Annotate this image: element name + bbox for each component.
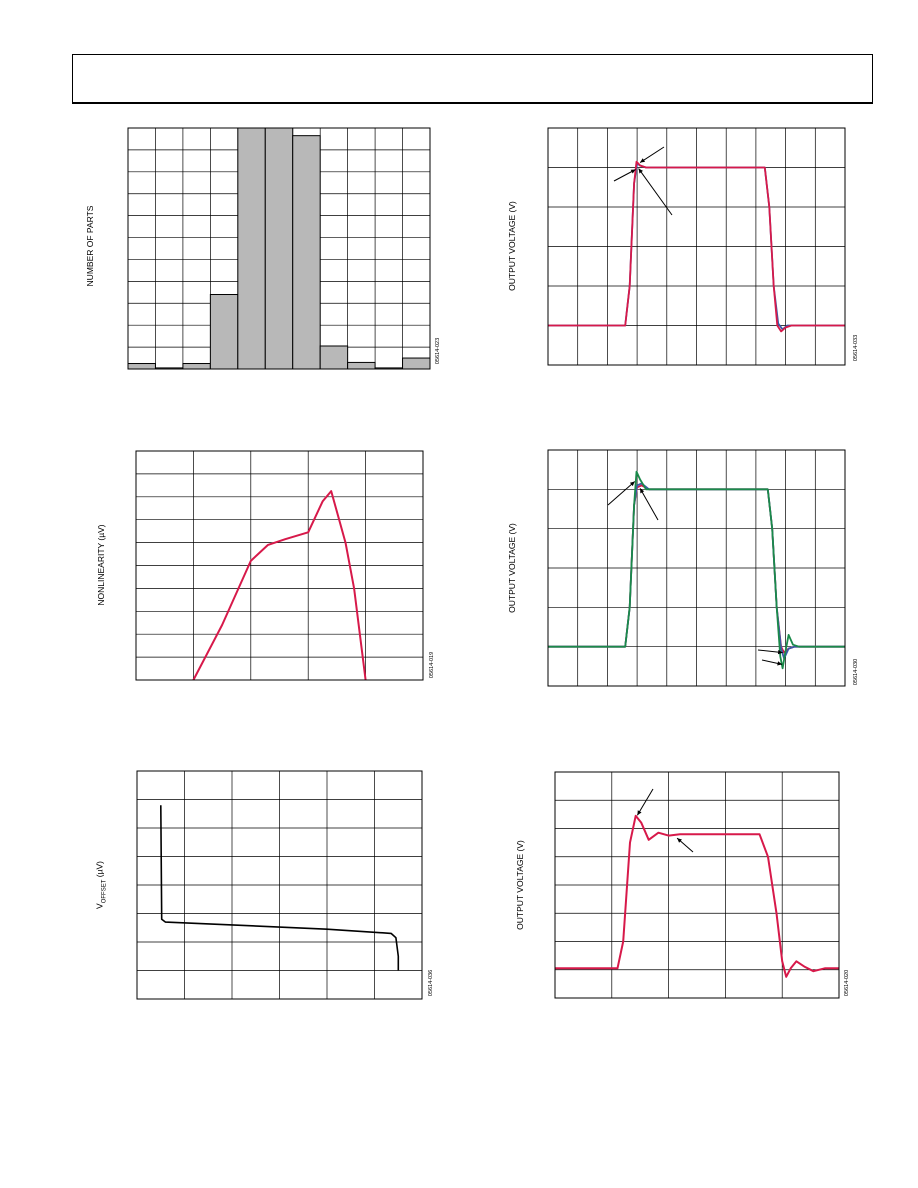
step-blue-a3-arrow-head <box>639 169 643 174</box>
step-green-a2-arrow-line <box>640 488 658 520</box>
step-green-a1-arrow-line <box>608 481 635 505</box>
histogram-bar <box>210 295 237 369</box>
step-blue-a2-arrow-head <box>640 158 645 162</box>
nonlinearity-chart <box>136 451 423 680</box>
histogram-bar <box>320 346 347 369</box>
nonlinearity-ylabel: NONLINEARITY (µV) <box>96 524 106 606</box>
step-red-figure-code: 05614-020 <box>844 969 850 997</box>
step-green-ylabel: OUTPUT VOLTAGE (V) <box>507 523 517 613</box>
offset-ylabel-sub: OFFSET <box>101 879 108 904</box>
step-green-figure-code: 05614-030 <box>853 658 859 686</box>
histogram-bar <box>238 128 265 369</box>
histogram-bar <box>348 362 375 369</box>
histogram-bar <box>265 128 292 369</box>
offset-chart <box>137 771 422 999</box>
histogram-bar <box>183 364 210 369</box>
step-response-green-chart <box>548 450 845 686</box>
histogram-figure-code: 05614-023 <box>435 337 441 365</box>
step-red-series-red-0 <box>555 816 839 977</box>
step-red-ylabel: OUTPUT VOLTAGE (V) <box>515 840 525 930</box>
histogram-chart <box>128 128 430 369</box>
offset-ylabel <box>95 861 108 909</box>
step-red-a1-arrow-line <box>637 789 653 815</box>
step-blue-ylabel: OUTPUT VOLTAGE (V) <box>507 201 517 291</box>
page-header-box <box>72 54 873 104</box>
histogram-bar <box>128 364 155 369</box>
histogram-ylabel: NUMBER OF PARTS <box>85 205 95 287</box>
nonlinearity-figure-code: 05614-019 <box>429 651 435 679</box>
step-response-red-chart <box>555 772 839 998</box>
step-response-blue-chart <box>548 128 845 365</box>
offset-figure-code: 05614-036 <box>428 969 434 997</box>
offset-ylabel-unit: (µV) <box>94 861 105 880</box>
offset-ylabel-v: V <box>94 903 105 909</box>
histogram-bar <box>403 358 430 369</box>
histogram-bar <box>293 136 320 369</box>
step-blue-figure-code: 05614-033 <box>853 334 859 362</box>
